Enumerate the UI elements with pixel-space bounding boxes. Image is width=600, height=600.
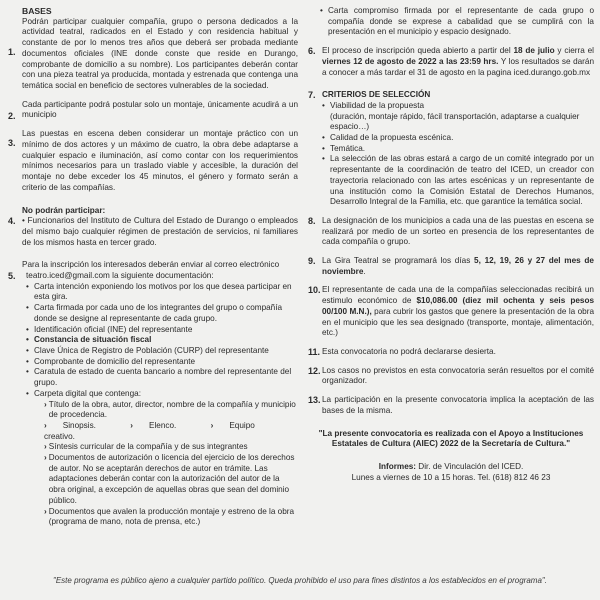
document-list <box>8 282 298 400</box>
base-4-text: • Funcionarios del Instituto de Cultura del Estado de Durango o empleados del mismo bajo cualquier régimen de prestación de servicios, ni familiares de los mismos hasta en tercer grado. <box>22 216 298 247</box>
base-1 <box>8 17 298 92</box>
arrow-right-icon: › <box>130 420 133 430</box>
apoyo-line-1: "La presente convocatoria es realizada con el Apoyo a Instituciones <box>318 428 584 438</box>
apoyo-line-2: Estatales de Cultura (AIEC) 2022 de la Secretaría de Cultura." <box>331 439 571 449</box>
arrow-right-icon: › <box>210 420 214 430</box>
base-11 <box>308 347 594 358</box>
carpeta-item-derechos <box>8 453 298 507</box>
base-11-text: Esta convocatoria no podrá declararse desierta. <box>322 346 496 356</box>
carpeta-equipo: Equipo creativo. <box>44 420 255 441</box>
arrow-right-icon: › <box>44 506 47 516</box>
criterios-list-2 <box>308 133 594 208</box>
base-13-number: 13. <box>308 395 321 406</box>
doc-item: • Constancia de situación fiscal <box>34 335 298 346</box>
right-column <box>308 6 594 483</box>
criterio-item: • Viabilidad de la propuesta <box>330 101 594 112</box>
base-2-text: Cada participante podrá postular solo un montaje, únicamente acudirá a un municipio <box>22 99 298 120</box>
base-1-text: Podrán participar cualquier compañía, grupo o persona dedicados a la actividad teatral, radicados en el Estado y con residencia habitual y constante de por lo menos tres años que deberá ser probada mediante documentos oficiales (INE donde conste que reside en Durango, comprobante de domicilio a su nombre). Los participantes deberán contar con una pieza teatral ya producida, montada y estrenada que contenga una temática social en beneficio de sectores vulnerables de la sociedad. <box>22 16 298 90</box>
base-12 <box>308 366 594 387</box>
base-9-number: 9. <box>308 256 316 267</box>
base-13 <box>308 395 594 416</box>
criterio-detail: (duración, montaje rápido, fácil transportación, adaptarse a cualquier espacio…) <box>330 111 580 132</box>
base-2 <box>8 100 298 122</box>
base-12-number: 12. <box>308 365 321 376</box>
carpeta-elenco: Elenco. <box>148 420 177 430</box>
criterio-item: • Temática. <box>330 144 594 155</box>
carpeta-item-text: Título de la obra, autor, director, nombre de la compañía y municipio de procedencia. <box>48 399 296 420</box>
base-13-text: La participación en la presente convocatoria implica la aceptación de las bases de la misma. <box>322 395 594 415</box>
carpeta-item-text: Documentos de autorización o licencia del ejercicio de los derechos de autor. No se aceptarán derechos de autor en trámite. Las adaptaciones deberán contar con la autorización del autor de la obra original, a excepción de aquellas obras que sean del dominio público. <box>48 453 295 505</box>
base-3-text: Las puestas en escena deben considerar un montaje práctico con un mínimo de dos actores y un máximo de cuatro, la obra debe adaptarse a cualquier espacio e iluminación, así como contar con los requerimientos mínimos necesarios para un traslado viable y accesible, la duración del montaje no debe exceder los 45 minutos, el género y formato serán a criterio de las compañías. <box>22 129 298 192</box>
doc-item: • Clave Única de Registro de Población (CURP) del representante <box>34 346 298 357</box>
carpeta-item-text: Documentos que avalen la producción montaje y estreno de la obra (programa de mano, nota de prensa, etc.) <box>48 506 295 527</box>
criterio-item: • Calidad de la propuesta escénica. <box>330 133 594 144</box>
base-9-text: La Gira Teatral se programará los días 5, 12, 19, 26 y 27 del mes de noviembre. <box>322 256 594 276</box>
base-5-number: 5. <box>8 271 16 282</box>
left-column <box>8 6 298 528</box>
base-3 <box>8 129 298 193</box>
doc-item: • Carpeta digital que contenga: <box>34 389 298 400</box>
footer-disclaimer: "Este programa es público ajeno a cualquier partido político. Queda prohibido el uso para fines distintos a los establecidos en el programa". <box>53 576 547 585</box>
base-2-number: 2. <box>8 110 16 121</box>
inscripcion-intro: Para la inscripción los interesados deberán enviar al correo electrónico <box>22 260 280 270</box>
informes: Informes: Dir. de Vinculación del ICED. <box>378 461 524 471</box>
base-4-number: 4. <box>8 216 16 227</box>
doc-item: • Comprobante de domicilio del representante <box>34 357 298 368</box>
criterio-item: • La selección de las obras estará a cargo de un comité integrado por un representante de la coordinación de teatro del ICED, un creador con trayectoria relacionado con las artes escénicas y un representante de una institución como la Comisión Estatal de Derechos Humanos, Desarrollo Integral de la Familia, etc. que garantice la temática social. <box>330 154 594 208</box>
base-7-number: 7. <box>308 90 316 101</box>
no-participar-heading: No podrán participar: <box>22 205 106 215</box>
arrow-right-icon: › <box>44 442 47 452</box>
base-8-number: 8. <box>308 215 316 226</box>
base-5 <box>8 271 298 282</box>
base-9 <box>308 256 594 277</box>
compromiso-list <box>308 6 594 38</box>
base-6-number: 6. <box>308 46 316 57</box>
base-10 <box>308 285 594 339</box>
horario: Lunes a viernes de 10 a 15 horas. Tel. (618) 812 46 23 <box>351 472 551 482</box>
base-11-number: 11. <box>308 346 321 357</box>
arrow-right-icon: › <box>44 399 47 409</box>
arrow-right-icon: › <box>44 420 47 430</box>
base-10-text: El representante de cada una de la compañías seleccionadas recibirá un estimulo económico de $10,086.00 (diez mil ochenta y seis pesos 00/100 M.N.), para cubrir los gastos que genere la presentación de la obra en el municipio que les sea designado (transporte, montaje, alimentación, etc.) <box>322 285 595 338</box>
compromiso-item: • Carta compromiso firmada por el representante de cada grupo o compañía donde se exprese a cabalidad que se cumplirá con la presentación en el municipio y espacio designado. <box>328 6 594 38</box>
base-10-number: 10. <box>308 285 321 296</box>
carpeta-item-row <box>8 421 298 442</box>
carpeta-sinopsis: Sinopsis. <box>62 420 96 430</box>
base-1-number: 1. <box>8 46 16 57</box>
doc-item: • Identificación oficial (INE) del representante <box>34 325 298 336</box>
carpeta-item-text: Síntesis curricular de la compañía y de sus integrantes <box>48 442 248 452</box>
base-6 <box>308 46 594 78</box>
doc-item: • Caratula de estado de cuenta bancario a nombre del representante del grupo. <box>34 367 298 388</box>
carpeta-item-1 <box>8 400 298 421</box>
doc-item: • Carta firmada por cada uno de los integrantes del grupo o compañía donde se designe al representante de cada grupo. <box>34 303 298 324</box>
carpeta-item-produccion <box>8 507 298 528</box>
base-7 <box>308 90 594 101</box>
criterios-list <box>308 101 594 112</box>
criterios-heading: CRITERIOS DE SELECCIÓN <box>322 90 431 100</box>
doc-item: • Carta intención exponiendo los motivos por los que desea participar en esta gira. <box>34 282 298 303</box>
arrow-right-icon: › <box>44 453 47 463</box>
base-4 <box>8 216 298 248</box>
base-12-text: Los casos no previstos en esta convocatoria serán resueltos por el comité organizador. <box>322 365 594 386</box>
bases-heading: BASES <box>22 6 52 16</box>
carpeta-item-sintesis <box>8 442 298 453</box>
base-8-text: La designación de los municipios a cada una de las puestas en escena se realizará por medio de un sorteo en presencia de los representantes de cada compañía o grupo. <box>322 215 594 247</box>
base-8 <box>308 216 594 248</box>
inscripcion-email: teatro.iced@gmail.com la siguiente documentación: <box>26 271 214 281</box>
base-6-text: El proceso de inscripción queda abierto a partir del 18 de julio y cierra el viernes 12 de agosto de 2022 a las 23:59 hrs. Y los resultados se darán a conocer a más tardar el 31 de agosto en la pagina iced.durango.gob.mx <box>322 46 595 77</box>
base-3-number: 3. <box>8 138 16 149</box>
